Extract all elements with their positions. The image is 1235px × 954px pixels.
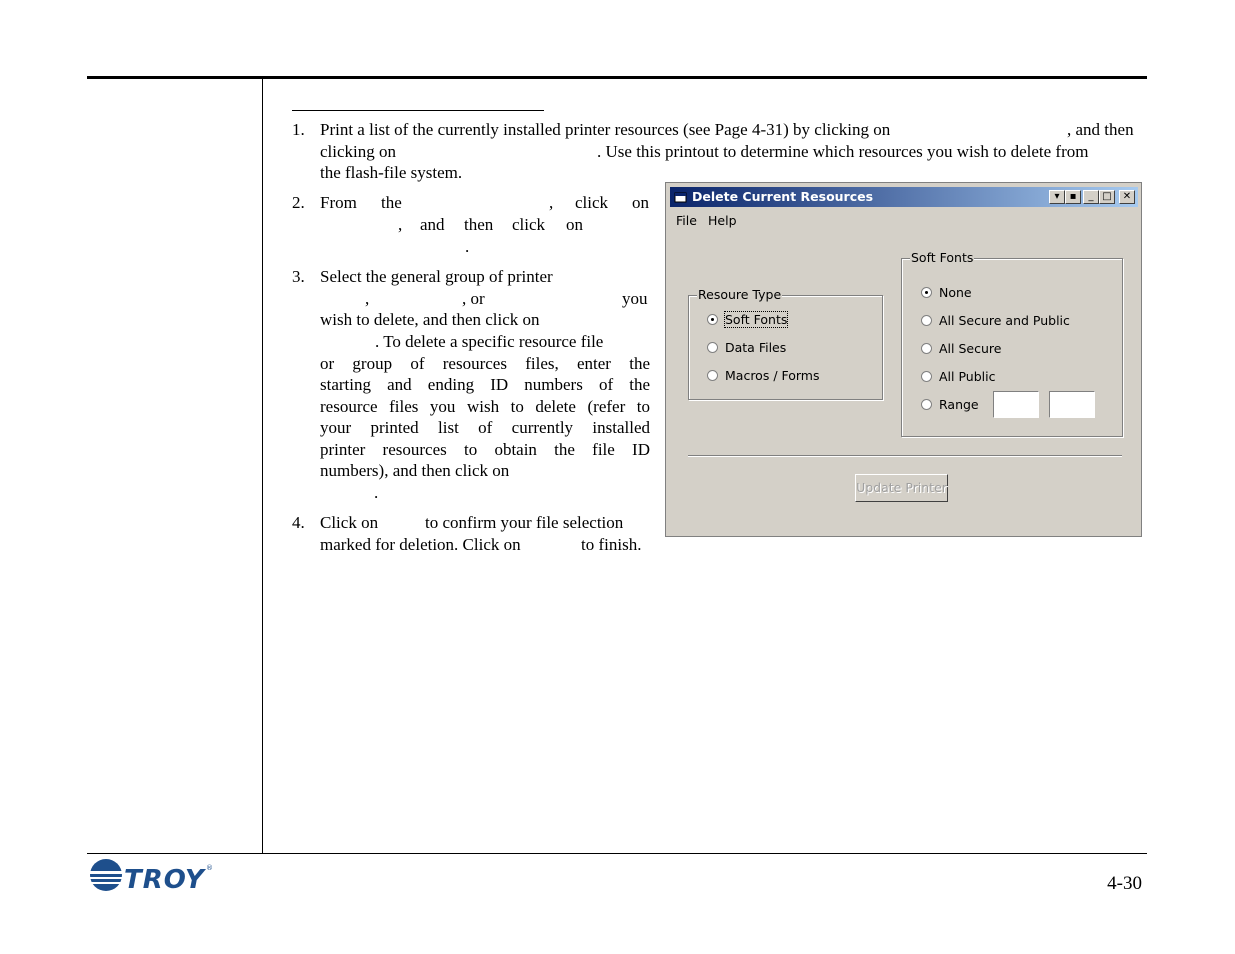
radio-label: All Secure and Public — [939, 313, 1070, 328]
step-text — [320, 397, 650, 417]
step-text: . — [465, 237, 470, 256]
justified-line: resource files you wish to delete (refer to — [320, 397, 650, 416]
radio-soft-fonts[interactable] — [707, 312, 787, 327]
radio-dot-icon — [921, 287, 932, 298]
step-text: then — [464, 215, 494, 234]
step-text: Click on — [320, 513, 379, 532]
step-number: 3. — [292, 267, 305, 286]
step-text — [320, 418, 650, 438]
step-text: click — [512, 215, 546, 234]
step-text: and — [420, 215, 445, 234]
step-text: Print a list of the currently installed printer resources (see Page 4-31) by clicking on — [320, 120, 891, 139]
radio-data-files[interactable] — [707, 340, 786, 355]
soft-fonts-label: Soft Fonts — [911, 250, 974, 265]
section-heading-rule — [292, 110, 544, 111]
radio-all-secure-public[interactable] — [921, 313, 1070, 328]
radio-empty-icon — [921, 343, 932, 354]
soft-fonts-group — [901, 250, 1123, 437]
radio-all-public[interactable] — [921, 369, 995, 384]
step-text: to finish. — [581, 535, 642, 554]
step-text: on — [566, 215, 583, 234]
resource-type-group — [688, 287, 883, 400]
step-text: . To delete a specific resource file — [375, 332, 604, 351]
dialog-separator — [688, 455, 1122, 457]
radio-empty-icon — [707, 370, 718, 381]
minimize-icon[interactable]: _ — [1083, 190, 1099, 204]
menu-file[interactable]: File — [676, 213, 697, 228]
radio-label: All Secure — [939, 341, 1002, 356]
header-rule — [87, 76, 1147, 79]
radio-macros-forms[interactable] — [707, 368, 820, 383]
step-text: clicking on — [320, 142, 397, 161]
maximize-icon[interactable]: □ — [1099, 190, 1115, 204]
troy-logo — [89, 857, 214, 895]
margin-divider — [262, 79, 263, 854]
step-text: numbers), and then click on — [320, 461, 510, 480]
step-text: Select the general group of printer — [320, 267, 553, 286]
step-text — [320, 375, 650, 395]
justified-line: printer resources to obtain the file ID — [320, 440, 650, 459]
step-number: 4. — [292, 513, 305, 532]
troy-logo-text: TROY — [124, 865, 205, 895]
step-text: From — [320, 193, 357, 212]
radio-label: Data Files — [725, 340, 787, 355]
page-number: 4-30 — [1107, 873, 1142, 894]
radio-label: None — [939, 285, 972, 300]
step-text: , — [398, 215, 403, 234]
radio-all-secure[interactable] — [921, 341, 1001, 356]
step-text: . Use this printout to determine which resources you wish to delete from — [597, 142, 1089, 161]
step-text: you — [622, 289, 648, 308]
context-help-icon[interactable]: ▾ — [1049, 190, 1065, 204]
extra-window-icon[interactable]: ▪ — [1065, 190, 1081, 204]
step-number: 1. — [292, 120, 305, 139]
radio-label: Soft Fonts — [725, 312, 788, 327]
radio-label: All Public — [939, 369, 996, 384]
close-icon[interactable]: ✕ — [1119, 190, 1135, 204]
step-text — [320, 354, 650, 374]
justified-line: starting and ending ID numbers of the — [320, 375, 650, 394]
radio-range[interactable] — [921, 397, 979, 412]
step-text: , or — [462, 289, 485, 308]
radio-empty-icon — [921, 399, 932, 410]
step-text: , and then — [1067, 120, 1134, 139]
step-text: marked for deletion. Click on — [320, 535, 521, 554]
radio-none[interactable] — [921, 285, 972, 300]
dialog-title: Delete Current Resources — [692, 189, 874, 204]
footer-rule — [87, 853, 1147, 854]
step-text: to confirm your file selection — [425, 513, 624, 532]
step-text — [320, 440, 650, 460]
step-text: . — [374, 483, 379, 502]
step-text: click — [575, 193, 609, 212]
step-text: , — [549, 193, 554, 212]
justified-line: your printed list of currently installed — [320, 418, 650, 437]
radio-empty-icon — [921, 371, 932, 382]
step-text: the — [381, 193, 402, 212]
step-text: on — [632, 193, 649, 212]
update-printer-button[interactable]: Update Printer — [855, 474, 948, 502]
resource-type-label: Resoure Type — [698, 287, 782, 302]
radio-empty-icon — [707, 342, 718, 353]
radio-label: Macros / Forms — [725, 368, 820, 383]
range-end-input[interactable] — [1049, 391, 1095, 418]
dialog-titlebar[interactable] — [670, 187, 1138, 207]
delete-resources-dialog — [665, 182, 1142, 537]
radio-label: Range — [939, 397, 979, 412]
step-number: 2. — [292, 193, 305, 212]
radio-dot-icon — [707, 314, 718, 325]
registered-mark: ® — [206, 864, 213, 872]
radio-empty-icon — [921, 315, 932, 326]
range-start-input[interactable] — [993, 391, 1039, 418]
window-icon — [674, 190, 688, 204]
menu-help[interactable]: Help — [708, 213, 737, 228]
justified-line: or group of resources files, enter the — [320, 354, 650, 373]
step-text: , — [365, 289, 370, 308]
step-text: the flash-file system. — [320, 163, 463, 182]
step-text: wish to delete, and then click on — [320, 310, 540, 329]
